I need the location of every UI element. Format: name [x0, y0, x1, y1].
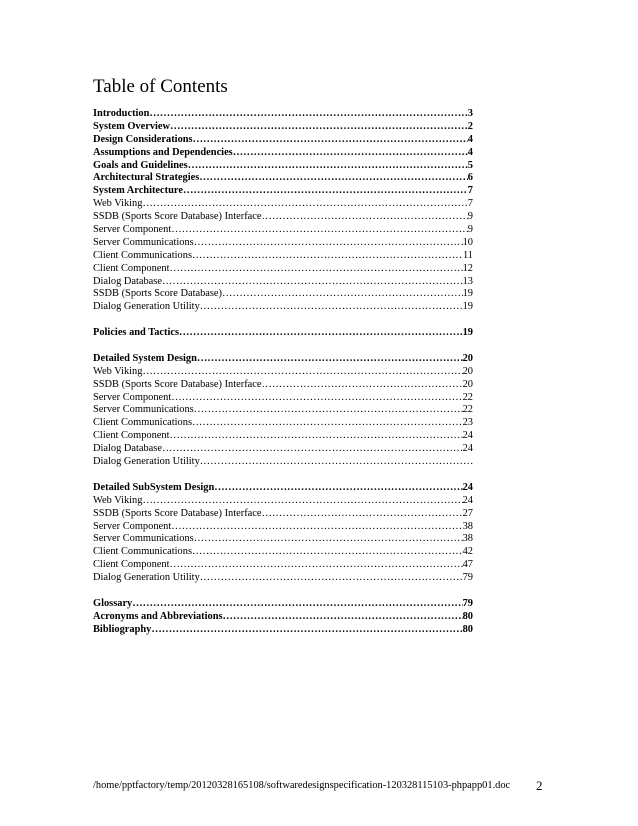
- toc-entry-page-number: 42: [462, 546, 473, 558]
- toc-dot-leader: [200, 301, 463, 314]
- toc-dot-leader: [199, 172, 468, 185]
- toc-entry-page-number: 19: [462, 327, 473, 339]
- toc-subsection-entry[interactable]: [93, 572, 473, 585]
- toc-entry-page-number: 19: [462, 288, 473, 300]
- toc-entry-page-number: 20: [462, 365, 473, 377]
- toc-subsection-entry[interactable]: [93, 443, 473, 456]
- toc-dot-leader: [142, 495, 462, 508]
- toc-entry-label: Design Considerations: [93, 133, 193, 145]
- toc-subsection-entry[interactable]: [93, 366, 473, 379]
- toc-entry-label: Client Component: [93, 430, 170, 442]
- toc-section-entry[interactable]: [93, 108, 473, 121]
- toc-section-entry[interactable]: [93, 598, 473, 611]
- toc-entry-label: Goals and Guidelines: [93, 159, 188, 171]
- toc-dot-leader: [171, 392, 462, 405]
- toc-dot-leader: [194, 237, 463, 250]
- toc-entry-page-number: 80: [462, 610, 473, 622]
- toc-subsection-entry[interactable]: [93, 430, 473, 443]
- toc-entry-label: Server Communications: [93, 404, 194, 416]
- toc-entry-label: Web Viking: [93, 365, 143, 377]
- toc-section-entry[interactable]: [93, 160, 473, 173]
- toc-entry-page-number: 3: [467, 108, 473, 119]
- toc-dot-leader: [262, 379, 463, 392]
- toc-entry-label: Dialog Database: [93, 443, 162, 455]
- toc-entry-label: Dialog Generation Utility: [93, 301, 200, 313]
- toc-entry-label: Glossary: [93, 597, 133, 609]
- toc-dot-leader: [192, 546, 463, 559]
- toc-entry-page-number: 27: [462, 507, 473, 519]
- toc-dot-leader: [169, 263, 462, 276]
- toc-subsection-entry[interactable]: [93, 533, 473, 546]
- toc-dot-leader: [214, 482, 462, 495]
- toc-spacer: [93, 340, 473, 353]
- toc-entry-label: Server Component: [93, 391, 172, 403]
- toc-dot-leader: [170, 121, 468, 134]
- toc-entry-label: Client Communications: [93, 417, 192, 429]
- toc-entry-page-number: 24: [462, 443, 473, 455]
- toc-subsection-entry[interactable]: [93, 211, 473, 224]
- toc-section-entry[interactable]: [93, 624, 473, 637]
- toc-subsection-entry[interactable]: [93, 404, 473, 417]
- toc-section-entry[interactable]: [93, 327, 473, 340]
- toc-entry-label: Web Viking: [93, 198, 143, 210]
- toc-entry-page-number: 13: [462, 275, 473, 287]
- toc-subsection-entry[interactable]: [93, 224, 473, 237]
- toc-spacer: [93, 585, 473, 598]
- toc-entry-label: Detailed SubSystem Design: [93, 481, 215, 493]
- footer-file-path: /home/pptfactory/temp/20120328165108/softwaredesignspecification-120328115103-phpapp01.doc: [93, 780, 511, 791]
- toc-entry-label: Dialog Database: [93, 275, 162, 287]
- toc-entry-page-number: 47: [462, 559, 473, 571]
- toc-entry-page-number: 9: [467, 224, 473, 236]
- toc-entry-label: Policies and Tactics: [93, 327, 180, 339]
- toc-section-entry[interactable]: [93, 353, 473, 366]
- toc-dot-leader: [193, 134, 468, 147]
- toc-dot-leader: [200, 572, 463, 585]
- toc-entry-label: Introduction: [93, 108, 150, 119]
- toc-entry-page-number: 5: [467, 159, 473, 171]
- toc-entry-page-number: 20: [462, 378, 473, 390]
- toc-spacer: [93, 469, 473, 482]
- toc-entry-page-number: 4: [467, 146, 473, 158]
- toc-entry-label: Server Communications: [93, 533, 194, 545]
- toc-subsection-entry[interactable]: [93, 456, 473, 469]
- toc-entry-page-number: 9: [467, 211, 473, 223]
- toc-dot-leader: [262, 211, 468, 224]
- toc-entry-label: Dialog Generation Utility: [93, 572, 200, 584]
- toc-entry-label: Server Component: [93, 224, 172, 236]
- toc-entry-label: Web Viking: [93, 494, 143, 506]
- toc-entry-page-number: 24: [462, 430, 473, 442]
- toc-dot-leader: [262, 508, 463, 521]
- toc-entry-page-number: 7: [467, 185, 473, 197]
- toc-section-entry[interactable]: [93, 185, 473, 198]
- toc-entry-page-number: 10: [462, 236, 473, 248]
- toc-entry-page-number: 38: [462, 533, 473, 545]
- toc-entry-page-number: 20: [462, 352, 473, 364]
- toc-entry-label: Bibliography: [93, 623, 152, 635]
- toc-dot-leader: [151, 624, 462, 637]
- page-number: 2: [536, 778, 543, 793]
- toc-dot-leader: [171, 521, 462, 534]
- toc-entry-page-number: 79: [462, 572, 473, 584]
- toc-subsection-entry[interactable]: [93, 495, 473, 508]
- toc-entry-label: Client Component: [93, 262, 170, 274]
- toc-entry-label: SSDB (Sports Score Database) Interface: [93, 507, 262, 519]
- toc-dot-leader: [142, 198, 467, 211]
- toc-entry-label: Dialog Generation Utility: [93, 456, 200, 468]
- toc-dot-leader: [169, 430, 462, 443]
- toc-subsection-entry[interactable]: [93, 250, 473, 263]
- toc-dot-leader: [169, 559, 462, 572]
- toc-subsection-entry[interactable]: [93, 379, 473, 392]
- toc-entry-label: Client Communications: [93, 546, 192, 558]
- toc-dot-leader: [179, 327, 463, 340]
- toc-entry-label: Server Component: [93, 520, 172, 532]
- toc-subsection-entry[interactable]: [93, 301, 473, 314]
- toc-section-entry[interactable]: [93, 134, 473, 147]
- toc-dot-leader: [223, 611, 463, 624]
- toc-list: [93, 108, 473, 637]
- toc-subsection-entry[interactable]: [93, 508, 473, 521]
- toc-dot-leader: [188, 160, 468, 173]
- toc-entry-page-number: 19: [462, 301, 473, 313]
- toc-entry-page-number: 80: [462, 623, 473, 635]
- toc-dot-leader: [194, 404, 463, 417]
- toc-subsection-entry[interactable]: [93, 546, 473, 559]
- toc-dot-leader: [200, 456, 473, 469]
- toc-entry-page-number: 79: [462, 597, 473, 609]
- toc-section-entry[interactable]: [93, 611, 473, 624]
- toc-subsection-entry[interactable]: [93, 276, 473, 289]
- toc-entry-label: Client Component: [93, 559, 170, 571]
- toc-dot-leader: [162, 443, 463, 456]
- toc-subsection-entry[interactable]: [93, 263, 473, 276]
- toc-subsection-entry[interactable]: [93, 392, 473, 405]
- toc-section-entry[interactable]: [93, 172, 473, 185]
- toc-entry-label: SSDB (Sports Score Database) Interface: [93, 378, 262, 390]
- toc-section-entry[interactable]: [93, 121, 473, 134]
- toc-dot-leader: [132, 598, 462, 611]
- toc-dot-leader: [192, 250, 463, 263]
- toc-dot-leader: [142, 366, 462, 379]
- toc-spacer: [93, 314, 473, 327]
- toc-entry-page-number: 24: [462, 494, 473, 506]
- toc-section-entry[interactable]: [93, 482, 473, 495]
- toc-entry-page-number: 11: [462, 249, 473, 261]
- toc-dot-leader: [183, 185, 468, 198]
- toc-subsection-entry[interactable]: [93, 237, 473, 250]
- toc-dot-leader: [194, 533, 463, 546]
- toc-dot-leader: [197, 353, 463, 366]
- toc-entry-label: Client Communications: [93, 249, 192, 261]
- toc-entry-page-number: 7: [467, 198, 473, 210]
- toc-entry-page-number: 23: [462, 417, 473, 429]
- toc-entry-label: SSDB (Sports Score Database) Interface: [93, 211, 262, 223]
- toc-subsection-entry[interactable]: [93, 198, 473, 211]
- toc-title: Table of Contents: [93, 76, 228, 97]
- toc-entry-page-number: 2: [467, 120, 473, 132]
- toc-dot-leader: [171, 224, 468, 237]
- toc-entry-page-number: 22: [462, 404, 473, 416]
- toc-entry-label: System Architecture: [93, 185, 183, 197]
- toc-entry-label: Detailed System Design: [93, 352, 197, 364]
- toc-entry-label: System Overview: [93, 120, 171, 132]
- toc-entry-page-number: 4: [467, 133, 473, 145]
- toc-entry-label: Architectural Strategies: [93, 172, 200, 184]
- toc-subsection-entry[interactable]: [93, 559, 473, 572]
- toc-section-entry[interactable]: [93, 147, 473, 160]
- toc-entry-label: Acronyms and Abbreviations: [93, 610, 223, 622]
- toc-subsection-entry[interactable]: [93, 417, 473, 430]
- toc-entry-page-number: 38: [462, 520, 473, 532]
- toc-entry-label: SSDB (Sports Score Database): [93, 288, 223, 300]
- toc-entry-label: Server Communications: [93, 236, 194, 248]
- toc-dot-leader: [222, 288, 463, 301]
- toc-subsection-entry[interactable]: [93, 288, 473, 301]
- toc-entry-page-number: 6: [467, 172, 473, 184]
- toc-entry-page-number: 24: [462, 481, 473, 493]
- toc-dot-leader: [192, 417, 463, 430]
- toc-dot-leader: [162, 276, 463, 289]
- toc-dot-leader: [149, 108, 467, 121]
- toc-dot-leader: [233, 147, 468, 160]
- toc-entry-label: Assumptions and Dependencies: [93, 146, 233, 158]
- toc-entry-page-number: 12: [462, 262, 473, 274]
- toc-entry-page-number: 22: [462, 391, 473, 403]
- toc-subsection-entry[interactable]: [93, 521, 473, 534]
